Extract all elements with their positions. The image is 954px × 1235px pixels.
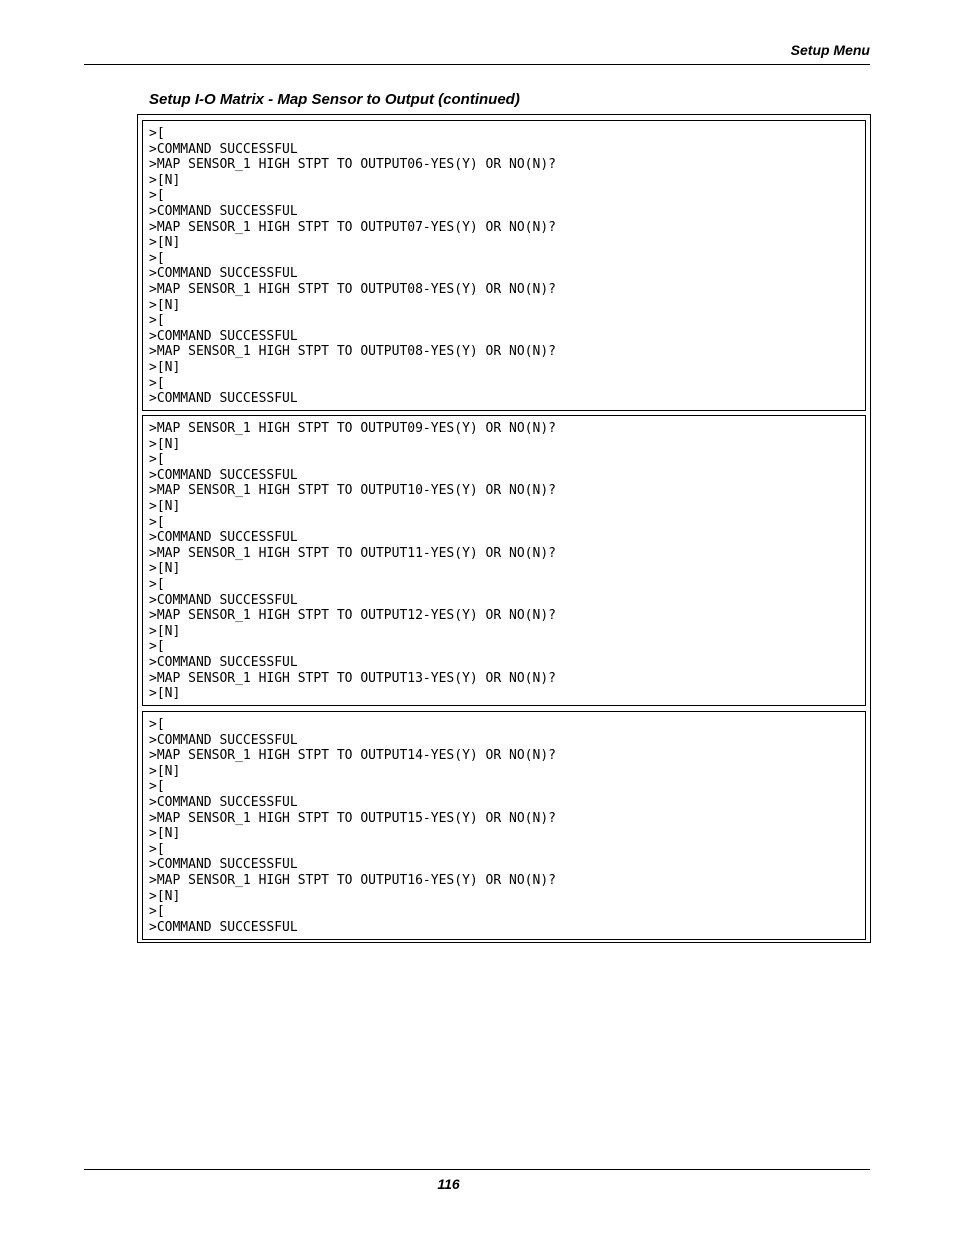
- console-line: >MAP SENSOR_1 HIGH STPT TO OUTPUT13-YES(Y) OR NO(N)?: [149, 670, 556, 686]
- console-line: >[: [149, 576, 165, 592]
- console-transcript-frame: [137, 114, 871, 943]
- header-rule: [84, 64, 870, 65]
- console-line: >COMMAND SUCCESSFUL: [149, 141, 298, 157]
- console-line: >[N]: [149, 888, 181, 904]
- console-line: >[: [149, 904, 165, 920]
- console-line: >[N]: [149, 826, 181, 842]
- console-line: >[: [149, 126, 165, 141]
- console-line: >COMMAND SUCCESSFUL: [149, 266, 298, 282]
- console-line: >[: [149, 250, 165, 266]
- console-panel-3: [142, 711, 866, 940]
- console-line: >COMMAND SUCCESSFUL: [149, 391, 298, 407]
- console-line: >COMMAND SUCCESSFUL: [149, 530, 298, 546]
- console-line: >[N]: [149, 498, 181, 514]
- console-line: >COMMAND SUCCESSFUL: [149, 467, 298, 483]
- page-number: 116: [437, 1176, 460, 1192]
- console-line: >[N]: [149, 763, 181, 779]
- console-line: >[N]: [149, 561, 181, 577]
- console-line: >MAP SENSOR_1 HIGH STPT TO OUTPUT12-YES(Y) OR NO(N)?: [149, 608, 556, 624]
- footer-rule: [84, 1169, 870, 1170]
- console-line: >MAP SENSOR_1 HIGH STPT TO OUTPUT16-YES(Y) OR NO(N)?: [149, 872, 556, 888]
- console-lines: [149, 717, 556, 935]
- console-line: >[N]: [149, 172, 181, 188]
- console-line: >MAP SENSOR_1 HIGH STPT TO OUTPUT14-YES(Y) OR NO(N)?: [149, 748, 556, 764]
- section-title: Setup I-O Matrix - Map Sensor to Output (continued): [149, 91, 520, 108]
- console-line: >[: [149, 779, 165, 795]
- console-line: >[: [149, 717, 165, 732]
- console-line: >COMMAND SUCCESSFUL: [149, 328, 298, 344]
- console-line: >[N]: [149, 686, 181, 702]
- console-line: >MAP SENSOR_1 HIGH STPT TO OUTPUT10-YES(Y) OR NO(N)?: [149, 483, 556, 499]
- console-line: >[: [149, 639, 165, 655]
- console-line: >COMMAND SUCCESSFUL: [149, 654, 298, 670]
- running-header: Setup Menu: [790, 42, 870, 58]
- console-line: >[: [149, 841, 165, 857]
- console-line: >MAP SENSOR_1 HIGH STPT TO OUTPUT07-YES(Y) OR NO(N)?: [149, 219, 556, 235]
- console-line: >COMMAND SUCCESSFUL: [149, 732, 298, 748]
- console-panel-1: [142, 120, 866, 411]
- console-line: >[N]: [149, 297, 181, 313]
- console-line: >[: [149, 313, 165, 329]
- console-panel-2: [142, 415, 866, 706]
- console-line: >[N]: [149, 359, 181, 375]
- console-line: >MAP SENSOR_1 HIGH STPT TO OUTPUT06-YES(Y) OR NO(N)?: [149, 157, 556, 173]
- console-lines: [149, 126, 556, 407]
- console-line: >COMMAND SUCCESSFUL: [149, 203, 298, 219]
- console-line: >MAP SENSOR_1 HIGH STPT TO OUTPUT11-YES(Y) OR NO(N)?: [149, 545, 556, 561]
- console-line: >COMMAND SUCCESSFUL: [149, 592, 298, 608]
- console-line: >MAP SENSOR_1 HIGH STPT TO OUTPUT08-YES(Y) OR NO(N)?: [149, 281, 556, 297]
- console-line: >COMMAND SUCCESSFUL: [149, 794, 298, 810]
- console-line: >COMMAND SUCCESSFUL: [149, 919, 298, 935]
- console-line: >MAP SENSOR_1 HIGH STPT TO OUTPUT15-YES(Y) OR NO(N)?: [149, 810, 556, 826]
- console-line: >[N]: [149, 623, 181, 639]
- console-line: >[: [149, 375, 165, 391]
- console-line: >[: [149, 452, 165, 468]
- console-lines: [149, 421, 556, 702]
- console-line: >COMMAND SUCCESSFUL: [149, 857, 298, 873]
- console-line: >[N]: [149, 436, 181, 452]
- console-line: >[: [149, 188, 165, 204]
- console-line: >[N]: [149, 235, 181, 251]
- console-line: >[: [149, 514, 165, 530]
- console-line: >MAP SENSOR_1 HIGH STPT TO OUTPUT08-YES(Y) OR NO(N)?: [149, 344, 556, 360]
- console-line: >MAP SENSOR_1 HIGH STPT TO OUTPUT09-YES(Y) OR NO(N)?: [149, 421, 556, 436]
